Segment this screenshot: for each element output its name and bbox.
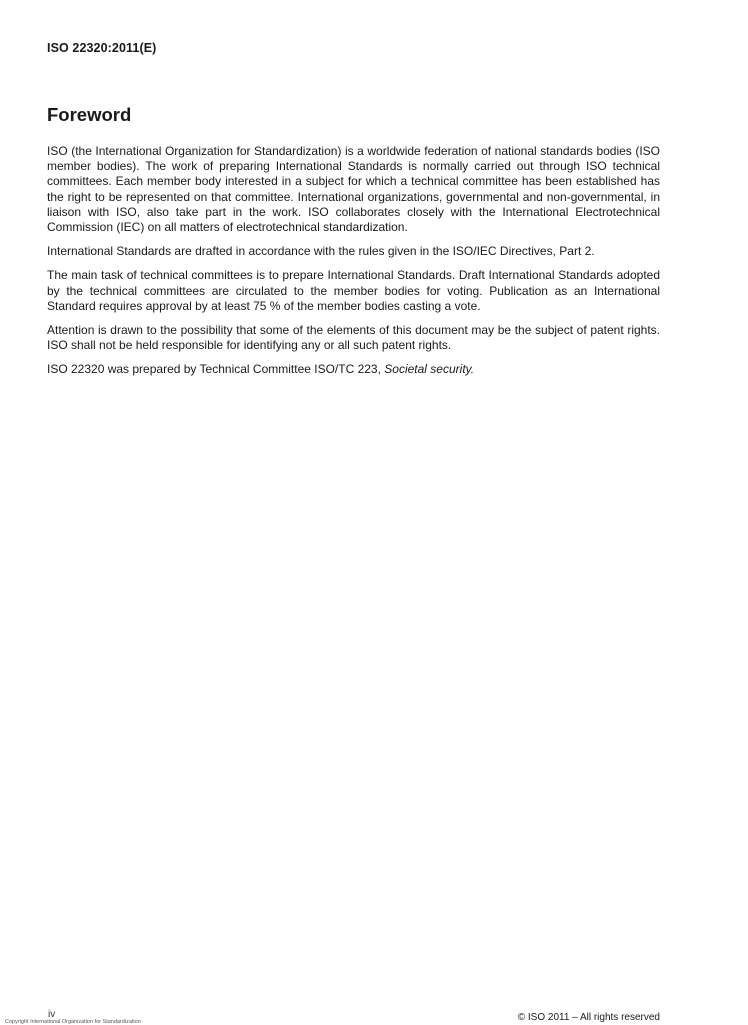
foreword-body: [47, 144, 660, 387]
paragraph: The main task of technical committees is to prepare International Standards. Draft International Standards adopted by the technical committees are circulated to the member bodies for voting. Publication as an International Standard requires approval by at least 75 % of the member bodies casting a vote.: [47, 268, 660, 313]
copyright-notice: Copyright International Organization for Standardization: [5, 1019, 141, 1025]
scan-watermark: [690, 428, 696, 546]
paragraph: International Standards are drafted in accordance with the rules given in the ISO/IEC Directives, Part 2.: [47, 244, 595, 259]
rights-statement: © ISO 2011 – All rights reserved: [517, 1012, 660, 1023]
prepared-by-paragraph: [47, 362, 660, 377]
section-title: Foreword: [47, 104, 132, 125]
paragraph: ISO (the International Organization for Standardization) is a worldwide federation of national standards bodies (ISO member bodies). The work of preparing International Standards is normally carried out through ISO technical committees. Each member body interested in a subject for which a technical committee has been established has the right to be represented on that committee. International organizations, governmental and non-governmental, in liaison with ISO, also take part in the work. ISO collaborates closely with the International Electrotechnical Commission (IEC) on all matters of electrotechnical standardization.: [47, 144, 660, 235]
committee-name: Societal security.: [384, 362, 475, 377]
prepared-by-text: ISO 22320 was prepared by Technical Committee ISO/TC 223,: [47, 362, 385, 377]
paragraph: Attention is drawn to the possibility that some of the elements of this document may be the subject of patent rights. ISO shall not be held responsible for identifying any or all such patent rights.: [47, 323, 660, 353]
document-identifier: ISO 22320:2011(E): [47, 41, 157, 55]
page-number: iv: [48, 1009, 56, 1020]
